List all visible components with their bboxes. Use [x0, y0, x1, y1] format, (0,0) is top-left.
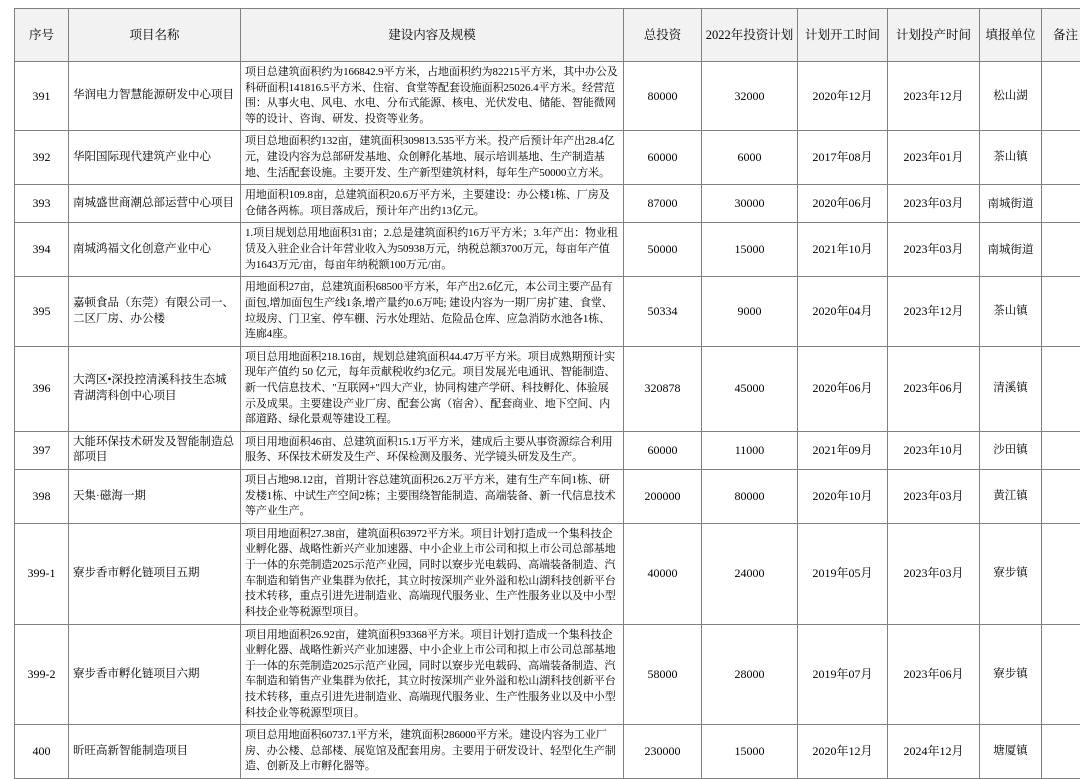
cell-seq: 398 — [15, 470, 69, 524]
cell-planned-start: 2021年09月 — [798, 431, 888, 469]
cell-project-name: 华阳国际现代建筑产业中心 — [69, 131, 241, 185]
cell-project-name: 寮步香市孵化链项目五期 — [69, 523, 241, 624]
cell-seq: 392 — [15, 131, 69, 185]
cell-description: 用地面积109.8亩，总建筑面积20.6万平方米，主要建设：办公楼1栋、厂房及仓储各两栋。项目落成后，预计年产出约13亿元。 — [241, 185, 624, 223]
cell-project-name: 昕旺高新智能制造项目 — [69, 725, 241, 779]
cell-total-investment: 40000 — [624, 523, 702, 624]
cell-total-investment: 58000 — [624, 624, 702, 725]
cell-reporting-unit: 松山湖 — [980, 62, 1042, 131]
table-row — [15, 624, 1080, 725]
cell-remark — [1042, 185, 1080, 223]
cell-2022-plan: 15000 — [702, 223, 798, 277]
header-2022-plan: 2022年投资计划 — [702, 9, 798, 62]
cell-reporting-unit: 黄江镇 — [980, 470, 1042, 524]
cell-planned-production: 2023年03月 — [888, 470, 980, 524]
cell-seq: 397 — [15, 431, 69, 469]
header-remark: 备注 — [1042, 9, 1080, 62]
cell-2022-plan: 45000 — [702, 346, 798, 431]
cell-planned-start: 2020年10月 — [798, 470, 888, 524]
cell-project-name: 南城盛世商潮总部运营中心项目 — [69, 185, 241, 223]
cell-remark — [1042, 62, 1080, 131]
cell-description: 用地面积27亩，总建筑面积68500平方米，年产出2.6亿元，本公司主要产品有面包,增加面包生产线1条,增产量约0.6万吨; 建设内容为一期厂房扩建、食堂、垃圾房、门卫室、停车棚、污水处理站、危险品仓库、应急消防水池各1栋、连廊4座。 — [241, 277, 624, 346]
cell-2022-plan: 15000 — [702, 725, 798, 779]
cell-planned-production: 2023年06月 — [888, 624, 980, 725]
cell-reporting-unit: 南城街道 — [980, 185, 1042, 223]
cell-project-name: 大能环保技术研发及智能制造总部项目 — [69, 431, 241, 469]
cell-reporting-unit: 寮步镇 — [980, 523, 1042, 624]
cell-2022-plan: 6000 — [702, 131, 798, 185]
cell-reporting-unit: 清溪镇 — [980, 346, 1042, 431]
cell-seq: 395 — [15, 277, 69, 346]
cell-remark — [1042, 277, 1080, 346]
table-body — [15, 62, 1080, 779]
cell-planned-production: 2023年10月 — [888, 431, 980, 469]
table-row — [15, 131, 1080, 185]
header-total-investment: 总投资 — [624, 9, 702, 62]
cell-2022-plan: 11000 — [702, 431, 798, 469]
cell-planned-production: 2023年12月 — [888, 62, 980, 131]
header-planned-start: 计划开工时间 — [798, 9, 888, 62]
cell-total-investment: 50000 — [624, 223, 702, 277]
cell-remark — [1042, 431, 1080, 469]
cell-description: 项目总用地面积218.16亩，规划总建筑面积44.47万平方米。项目成熟期预计实现年产值约 50 亿元，每年贡献税收约3亿元。项目发展光电通讯、智能制造、新一代信息技术、"互联网+"四大产业，协同构建产学研、科技孵化、体验展示及成果。主要建设产业厂房、配套公寓（宿舍）、配套商业、地下空间、内部道路、绿化景观等建设工程。 — [241, 346, 624, 431]
cell-seq: 393 — [15, 185, 69, 223]
cell-2022-plan: 28000 — [702, 624, 798, 725]
table-row — [15, 346, 1080, 431]
cell-seq: 400 — [15, 725, 69, 779]
header-planned-production: 计划投产时间 — [888, 9, 980, 62]
cell-seq: 399-1 — [15, 523, 69, 624]
table-row — [15, 277, 1080, 346]
cell-remark — [1042, 470, 1080, 524]
cell-total-investment: 60000 — [624, 431, 702, 469]
cell-reporting-unit: 南城街道 — [980, 223, 1042, 277]
cell-remark — [1042, 624, 1080, 725]
cell-2022-plan: 24000 — [702, 523, 798, 624]
cell-planned-start: 2019年07月 — [798, 624, 888, 725]
cell-remark — [1042, 131, 1080, 185]
cell-planned-production: 2023年03月 — [888, 223, 980, 277]
header-project-name: 项目名称 — [69, 9, 241, 62]
cell-total-investment: 230000 — [624, 725, 702, 779]
cell-planned-start: 2020年12月 — [798, 725, 888, 779]
cell-description: 项目总用地面积60737.1平方米，建筑面积286000平方米。建设内容为工业厂房、办公楼、总部楼、展览馆及配套用房。主要用于研发设计、轻型化生产制造、创新及上市孵化器等。 — [241, 725, 624, 779]
table-row — [15, 523, 1080, 624]
cell-planned-start: 2020年04月 — [798, 277, 888, 346]
table-row — [15, 431, 1080, 469]
header-seq: 序号 — [15, 9, 69, 62]
cell-reporting-unit: 寮步镇 — [980, 624, 1042, 725]
cell-description: 项目总地面积约132亩，建筑面积309813.535平方米。投产后预计年产出28.4亿元，建设内容为总部研发基地、众创孵化基地、展示培训基地、生产制造基地、生活配套设施。主要开发、生产新型建筑材料，每年生产50000立方米。 — [241, 131, 624, 185]
cell-planned-production: 2023年03月 — [888, 523, 980, 624]
cell-project-name: 华润电力智慧能源研发中心项目 — [69, 62, 241, 131]
cell-total-investment: 200000 — [624, 470, 702, 524]
cell-2022-plan: 9000 — [702, 277, 798, 346]
cell-total-investment: 320878 — [624, 346, 702, 431]
cell-planned-start: 2017年08月 — [798, 131, 888, 185]
cell-remark — [1042, 523, 1080, 624]
cell-total-investment: 50334 — [624, 277, 702, 346]
cell-project-name: 寮步香市孵化链项目六期 — [69, 624, 241, 725]
cell-planned-production: 2023年06月 — [888, 346, 980, 431]
header-description: 建设内容及规模 — [241, 9, 624, 62]
cell-description: 1.项目规划总用地面积31亩；2.总是建筑面积约16万平方米；3.年产出：物业租赁及入驻企业合计年营业收入为50938万元，纳税总额3700万元，每亩年产值为1643万元/亩，每亩年纳税额100万元/亩。 — [241, 223, 624, 277]
cell-remark — [1042, 725, 1080, 779]
cell-seq: 399-2 — [15, 624, 69, 725]
cell-reporting-unit: 沙田镇 — [980, 431, 1042, 469]
table-header-row — [15, 9, 1080, 62]
table-row — [15, 223, 1080, 277]
table-row — [15, 470, 1080, 524]
cell-description: 项目用地面积27.38亩，建筑面积63972平方米。项目计划打造成一个集科技企业孵化器、战略性新兴产业加速器、中小企业上市公司和拟上市公司总部基地于一体的东莞制造2025示范产业园，同时以寮步光电载码、高端装备制造、汽车制造和销售产业集群为依托，其立时按深圳产业外溢和松山湖科技创新平台技术转移，重点引进先进制造业、高端现代服务业、生产性服务业以及中小型科技企业等税源型项目。 — [241, 523, 624, 624]
cell-planned-production: 2024年12月 — [888, 725, 980, 779]
cell-description: 项目总建筑面积约为166842.9平方米，占地面积约为82215平方米，其中办公及科研面积141816.5平方米、住宿、食堂等配套设施面积25026.4平方米。经营范围：从事火电、风电、水电、分布式能源、核电、光伏发电、储能、智能微网等的设计、咨询、研发、投资等业务。 — [241, 62, 624, 131]
cell-reporting-unit: 茶山镇 — [980, 131, 1042, 185]
table-row — [15, 185, 1080, 223]
cell-planned-start: 2020年06月 — [798, 346, 888, 431]
cell-seq: 391 — [15, 62, 69, 131]
cell-planned-production: 2023年01月 — [888, 131, 980, 185]
cell-seq: 394 — [15, 223, 69, 277]
project-investment-table — [14, 8, 1080, 779]
cell-planned-production: 2023年12月 — [888, 277, 980, 346]
cell-project-name: 大湾区•深投控清溪科技生态城青湖湾科创中心项目 — [69, 346, 241, 431]
cell-description: 项目用地面积26.92亩，建筑面积93368平方米。项目计划打造成一个集科技企业孵化器、战略性新兴产业加速器、中小企业上市公司和拟上市公司总部基地于一体的东莞制造2025示范产业园，同时以寮步光电载码、高端装备制造、汽车制造和销售产业集群为依托，其立时按深圳产业外溢和松山湖科技创新平台技术转移，重点引进先进制造业、高端现代服务业、生产性服务业以及中小型科技企业等税源型项目。 — [241, 624, 624, 725]
cell-2022-plan: 80000 — [702, 470, 798, 524]
cell-reporting-unit: 塘厦镇 — [980, 725, 1042, 779]
cell-planned-start: 2020年06月 — [798, 185, 888, 223]
cell-description: 项目占地98.12亩，首期计容总建筑面积26.2万平方米，建有生产车间1栋、研发楼1栋、中试生产空间2栋；主要围绕智能制造、高端装备、新一代信息技术等产业生产。 — [241, 470, 624, 524]
cell-2022-plan: 30000 — [702, 185, 798, 223]
cell-planned-production: 2023年03月 — [888, 185, 980, 223]
cell-description: 项目用地面积46亩、总建筑面积15.1万平方米，建成后主要从事资源综合利用服务、环保技术研发及生产、环保检测及服务、光学镜头研发及生产。 — [241, 431, 624, 469]
cell-project-name: 嘉顿食品（东莞）有限公司一、二区厂房、办公楼 — [69, 277, 241, 346]
cell-seq: 396 — [15, 346, 69, 431]
cell-project-name: 南城鸿福文化创意产业中心 — [69, 223, 241, 277]
cell-planned-start: 2020年12月 — [798, 62, 888, 131]
table-row — [15, 725, 1080, 779]
header-reporting-unit: 填报单位 — [980, 9, 1042, 62]
cell-project-name: 天集·磁海一期 — [69, 470, 241, 524]
cell-total-investment: 87000 — [624, 185, 702, 223]
cell-planned-start: 2021年10月 — [798, 223, 888, 277]
cell-reporting-unit: 茶山镇 — [980, 277, 1042, 346]
table-row — [15, 62, 1080, 131]
cell-planned-start: 2019年05月 — [798, 523, 888, 624]
cell-remark — [1042, 346, 1080, 431]
cell-total-investment: 60000 — [624, 131, 702, 185]
cell-2022-plan: 32000 — [702, 62, 798, 131]
cell-total-investment: 80000 — [624, 62, 702, 131]
cell-remark — [1042, 223, 1080, 277]
